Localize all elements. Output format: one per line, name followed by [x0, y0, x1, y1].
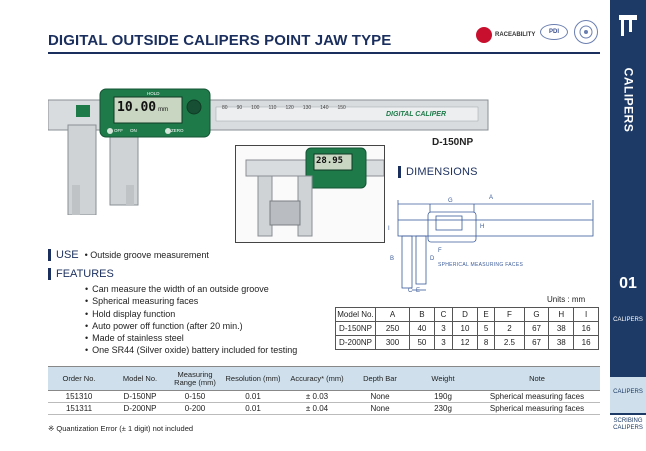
table-cell: 3	[434, 336, 452, 350]
caliper-brand-label: DIGITAL CALIPER	[386, 111, 447, 118]
table-cell: 0-150	[170, 391, 220, 403]
table-cell: 230g	[412, 403, 474, 415]
table-header-cell: Model No.	[110, 367, 170, 391]
dimensions-table	[335, 307, 599, 350]
sidebar-tab-calipers[interactable]: CALIPERS	[610, 377, 646, 413]
table-cell: D-150NP	[110, 391, 170, 403]
sidebar-tab-scribing-calipers[interactable]: SCRIBING CALIPERS	[610, 415, 646, 451]
table-cell: 151311	[48, 403, 110, 415]
features-heading: FEATURES	[48, 268, 114, 280]
jaw-closeup-inset	[235, 145, 385, 243]
hold-label: HOLD	[147, 91, 160, 96]
dimensions-drawing	[386, 190, 601, 295]
specifications-table	[48, 366, 600, 415]
dim-letter-h: H	[480, 224, 485, 230]
table-header-cell: I	[574, 308, 599, 322]
feature-item: • Can measure the width of an outside groove	[85, 283, 297, 295]
table-header-cell: A	[376, 308, 410, 322]
dim-letter-d: D	[430, 256, 435, 262]
table-cell: 16	[574, 336, 599, 350]
table-cell: 16	[574, 322, 599, 336]
table-cell: None	[348, 403, 412, 415]
table-header-cell: Note	[474, 367, 600, 391]
table-header-cell: Resolution (mm)	[220, 367, 286, 391]
section-number: 01	[619, 275, 637, 292]
table-header-row	[336, 308, 599, 322]
use-heading: USE	[56, 249, 79, 261]
table-cell: 8	[477, 336, 494, 350]
table-header-cell: Order No.	[48, 367, 110, 391]
dim-letter-e: E	[416, 288, 421, 294]
table-header-cell: H	[549, 308, 574, 322]
zero-label: ZERO	[171, 128, 184, 133]
feature-item: • Auto power off function (after 20 min.)	[85, 320, 297, 332]
dim-letter-b: B	[390, 256, 395, 262]
table-cell: 0.01	[220, 391, 286, 403]
table-cell: Spherical measuring faces	[474, 391, 600, 403]
table-cell: D-150NP	[336, 322, 376, 336]
table-header-cell: B	[410, 308, 435, 322]
table-header-cell: Measuring Range (mm)	[170, 367, 220, 391]
table-cell: 10	[453, 322, 478, 336]
dim-letter-f: F	[438, 248, 442, 254]
heading-marker	[48, 268, 51, 280]
model-caption: D-150NP	[432, 137, 474, 148]
table-header-cell: Model No.	[336, 308, 376, 322]
table-cell: 12	[453, 336, 478, 350]
table-header-cell: Depth Bar	[348, 367, 412, 391]
table-cell: 3	[434, 322, 452, 336]
table-cell: 2	[495, 322, 524, 336]
inset-display-readout: 28.95	[316, 156, 344, 166]
use-section	[48, 249, 209, 261]
scale-numbers: 80 90 100 110 120 130 140 150	[222, 105, 346, 111]
table-cell: 300	[376, 336, 410, 350]
features-list	[85, 283, 297, 357]
table-cell: D-200NP	[110, 403, 170, 415]
sidebar-title: CALIPERS	[621, 67, 635, 133]
traceability-logo: RACEABILITY	[476, 24, 536, 46]
use-text: • Outside groove measurement	[84, 250, 209, 260]
table-cell: 2.5	[495, 336, 524, 350]
table-header-cell: D	[453, 308, 478, 322]
units-label: Units : mm	[547, 295, 586, 304]
table-row	[336, 322, 599, 336]
heading-marker	[48, 249, 51, 261]
caliper-icon	[617, 12, 639, 40]
title-rule	[48, 52, 600, 54]
table-cell: 67	[524, 336, 549, 350]
feature-item: • Made of stainless steel	[85, 332, 297, 344]
dim-letter-g: G	[448, 198, 453, 204]
sidebar-tab-calipers-current[interactable]: CALIPERS	[613, 317, 643, 323]
table-row	[48, 391, 600, 403]
dim-letter-i: I	[388, 226, 390, 232]
heading-marker	[398, 166, 401, 178]
footnote: ※ Quantization Error (± 1 digit) not included	[48, 424, 194, 433]
table-row	[48, 403, 600, 415]
dim-drawing-note: SPHERICAL MEASURING FACES	[438, 262, 524, 268]
traceability-icon	[476, 27, 492, 43]
off-label: OFF	[114, 128, 123, 133]
table-header-cell: Accuracy* (mm)	[286, 367, 348, 391]
on-label: ON	[130, 128, 137, 133]
table-cell: 250	[376, 322, 410, 336]
table-header-row	[48, 367, 600, 391]
table-cell: 5	[477, 322, 494, 336]
table-cell: 38	[549, 336, 574, 350]
table-cell: 0.01	[220, 403, 286, 415]
pdi-logo: PDI	[540, 24, 568, 40]
table-cell: ± 0.03	[286, 391, 348, 403]
table-row	[336, 336, 599, 350]
table-header-cell: C	[434, 308, 452, 322]
table-cell: 67	[524, 322, 549, 336]
table-cell: None	[348, 391, 412, 403]
table-header-cell: E	[477, 308, 494, 322]
certification-seal-icon	[574, 20, 598, 44]
dim-letter-a: A	[489, 195, 494, 201]
table-header-cell: G	[524, 308, 549, 322]
table-cell: ± 0.04	[286, 403, 348, 415]
table-header-cell: Weight	[412, 367, 474, 391]
dim-letter-c: C	[408, 288, 413, 294]
feature-item: • Spherical measuring faces	[85, 295, 297, 307]
page-title: DIGITAL OUTSIDE CALIPERS POINT JAW TYPE	[48, 32, 392, 49]
table-cell: D-200NP	[336, 336, 376, 350]
table-cell: 50	[410, 336, 435, 350]
table-cell: 151310	[48, 391, 110, 403]
feature-item: • One SR44 (Silver oxide) battery included for testing	[85, 344, 297, 356]
table-cell: 0-200	[170, 403, 220, 415]
feature-item: • Hold display function	[85, 308, 297, 320]
table-cell: Spherical measuring faces	[474, 403, 600, 415]
table-cell: 190g	[412, 391, 474, 403]
table-cell: 40	[410, 322, 435, 336]
table-header-cell: F	[495, 308, 524, 322]
dimensions-heading: DIMENSIONS	[398, 166, 478, 178]
table-cell: 38	[549, 322, 574, 336]
display-readout: 10.00 mm	[117, 100, 169, 115]
